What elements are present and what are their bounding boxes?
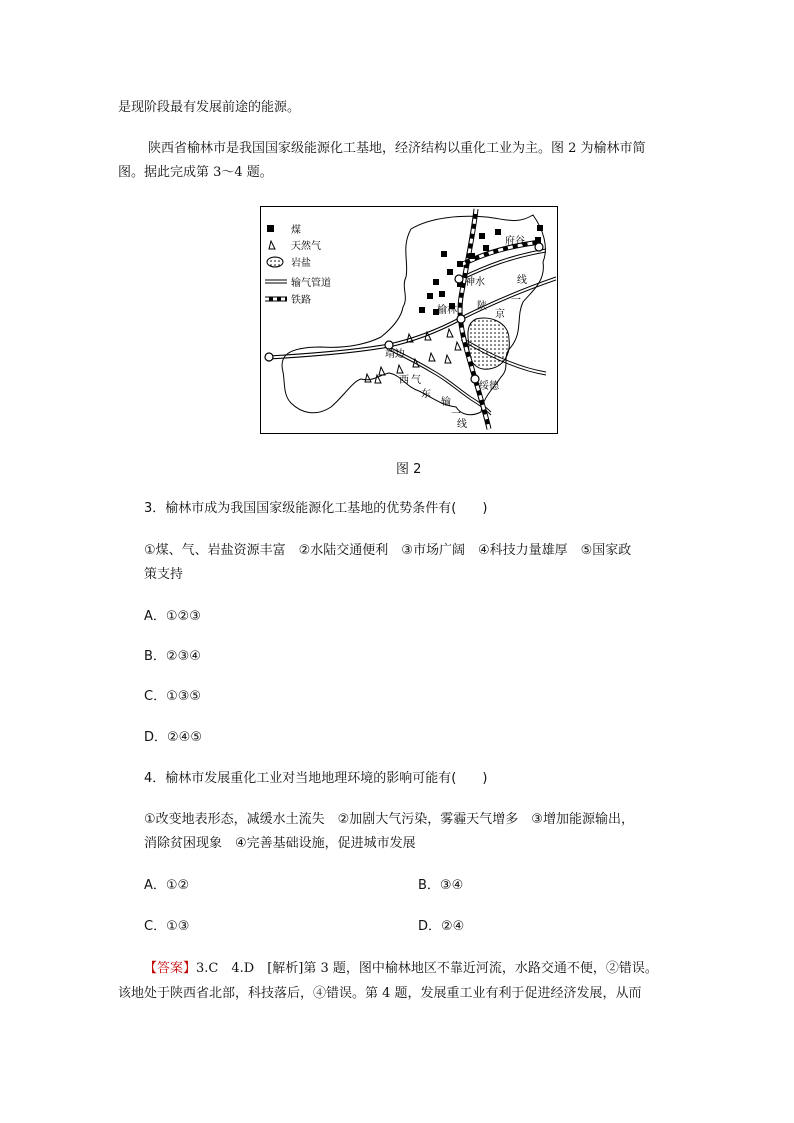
label-yi1: 一: [511, 295, 521, 306]
q3-option-b: B．②③④: [144, 649, 201, 664]
answer-text-1: 3.C 4.D [解析]第 3 题，图中榆林地区不靠近河流，水路交通不便，②错误。: [196, 961, 658, 976]
label-yi2: 一: [451, 409, 461, 420]
yulin-map-svg: [261, 207, 556, 432]
answer-tag: 【答案】: [144, 961, 197, 976]
label-shu: 输: [441, 397, 451, 408]
legend-coal: 煤: [291, 225, 301, 236]
q3-option-d: D．②④⑤: [144, 730, 202, 745]
intro-line-1: 陕西省榆林市是我国国家级能源化工基地，经济结构以重化工业为主。图 2 为榆林市简: [148, 141, 646, 156]
q3-option-c: C．①③⑤: [144, 689, 202, 704]
label-shan: 陕: [477, 301, 487, 312]
q4-items-line-1: ①改变地表形态，减缓水土流失 ②加剧大气污染，雾霾天气增多 ③增加能源输出，: [144, 812, 634, 827]
q3-conditions-line-1: ①煤、气、岩盐资源丰富 ②水陆交通便利 ③市场广阔 ④科技力量雄厚 ⑤国家政: [144, 543, 632, 558]
yulin-map-figure: [260, 206, 558, 434]
intro-line-2: 图。据此完成第 3～4 题。: [118, 165, 273, 180]
answer-line-2: 该地处于陕西省北部，科技落后，④错误。第 4 题，发展重工业有利于促进经济发展，从而: [118, 986, 642, 1001]
q4-stem: 4．榆林市发展重化工业对当地地理环境的影响可能有( ): [144, 771, 488, 786]
label-suide: 绥德: [479, 381, 499, 392]
pipelines: [269, 249, 556, 415]
q3-stem: 3．榆林市成为我国国家级能源化工基地的优势条件有( ): [144, 501, 488, 516]
label-xi: 西: [399, 375, 409, 386]
label-jing: 京: [495, 309, 505, 320]
label-jingbian: 靖边: [385, 349, 405, 360]
label-qi: 气: [411, 375, 421, 386]
label-fugu: 府谷: [505, 236, 525, 247]
legend-pipeline: 输气管道: [291, 278, 331, 289]
q3-conditions-line-2: 策支持: [144, 567, 184, 582]
label-yulin: 榆林: [437, 305, 457, 316]
label-shenmu: 神水: [465, 277, 485, 288]
map-legend: [265, 223, 331, 306]
label-xian2: 线: [457, 419, 467, 430]
label-dong: 东: [421, 389, 431, 400]
q4-option-a: A．①②: [144, 878, 190, 893]
q3-option-a: A．①②③: [144, 609, 201, 624]
answer-line-1: [144, 960, 658, 978]
label-xian: 线: [517, 275, 527, 286]
lead-line: 是现阶段最有发展前途的能源。: [118, 100, 301, 115]
legend-salt: 岩盐: [291, 258, 311, 269]
q4-option-d: D．②④: [418, 919, 465, 934]
figure-caption: 图 2: [396, 462, 422, 477]
legend-railway: 铁路: [291, 295, 311, 306]
q4-option-c: C．①③: [144, 919, 190, 934]
q4-items-line-2: 消除贫困现象 ④完善基础设施，促进城市发展: [144, 836, 416, 851]
legend-gas: 天然气: [291, 241, 321, 252]
q4-option-b: B．③④: [418, 878, 464, 893]
